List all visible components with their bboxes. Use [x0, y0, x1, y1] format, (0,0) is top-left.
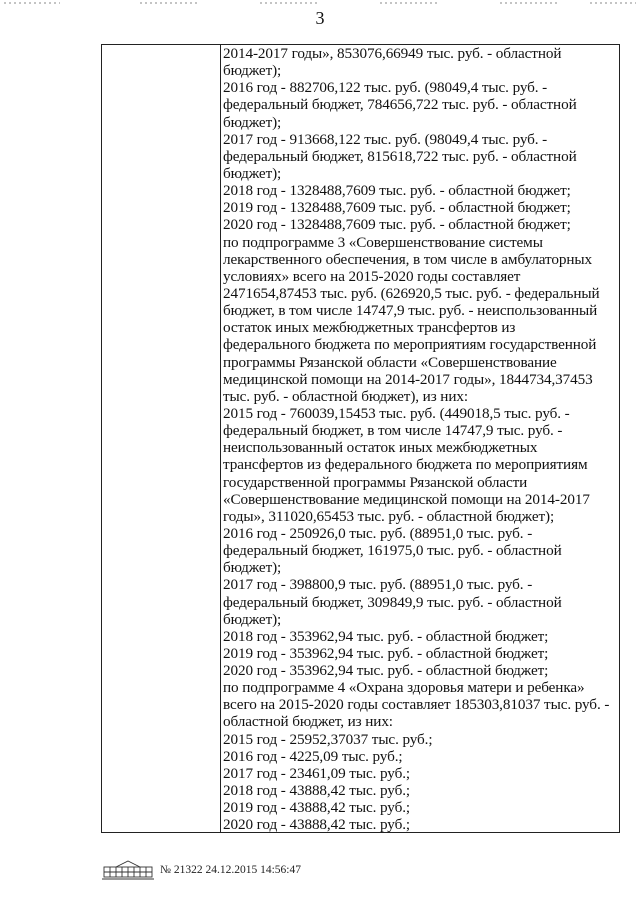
page-number: 3	[315, 8, 325, 28]
document-text-line: всего на 2015-2020 годы составляет 185303,81037 тыс. руб. -	[223, 696, 610, 714]
document-text-line: 2014-2017 годы», 853076,66949 тыс. руб. - областной	[223, 45, 562, 62]
document-text-line: 2019 год - 1328488,7609 тыс. руб. - областной бюджет;	[223, 199, 571, 217]
document-text-line: тыс. руб. - областной бюджет), из них:	[223, 387, 468, 405]
document-text-line: 2016 год - 882706,122 тыс. руб. (98049,4 тыс. руб. -	[223, 79, 548, 97]
document-text-line: 2018 год - 353962,94 тыс. руб. - областной бюджет;	[223, 627, 549, 645]
document-text-line: 2017 год - 398800,9 тыс. руб. (88951,0 тыс. руб. -	[223, 576, 533, 594]
document-text-line: бюджет);	[223, 164, 282, 182]
document-text-line: 2019 год - 43888,42 тыс. руб.;	[223, 799, 411, 817]
registry-building-logo	[102, 858, 154, 880]
document-text-line: федерального бюджета по мероприятиям государственной	[223, 336, 597, 354]
document-text-line: 2016 год - 250926,0 тыс. руб. (88951,0 тыс. руб. -	[223, 524, 533, 542]
document-text-line: федеральный бюджет, 161975,0 тыс. руб. - областной	[223, 542, 562, 560]
document-text-line: 2015 год - 760039,15453 тыс. руб. (449018,5 тыс. руб. -	[223, 404, 570, 422]
document-text-line: годы», 311020,65453 тыс. руб. - областной бюджет);	[223, 507, 555, 525]
document-text-line: бюджет);	[223, 610, 282, 628]
document-text-line: медицинской помощи на 2014-2017 годы», 1844734,37453	[223, 370, 593, 388]
document-footer	[102, 858, 502, 882]
document-text-line: федеральный бюджет, 815618,722 тыс. руб. - областной	[223, 147, 577, 165]
document-text-line: федеральный бюджет, 784656,722 тыс. руб. - областной	[223, 96, 577, 114]
document-text-line: 2016 год - 4225,09 тыс. руб.;	[223, 747, 403, 765]
document-text-line: 2015 год - 25952,37037 тыс. руб.;	[223, 730, 433, 748]
document-text-line: условиях» всего на 2015-2020 годы составляет	[223, 267, 521, 285]
document-text-line: 2018 год - 43888,42 тыс. руб.;	[223, 782, 411, 800]
table-content-cell	[223, 45, 615, 832]
document-text-line: федеральный бюджет, 309849,9 тыс. руб. - областной	[223, 593, 562, 611]
document-text-line: бюджет, в том числе 14747,9 тыс. руб. - неиспользованный	[223, 302, 598, 320]
document-text-line: 2017 год - 23461,09 тыс. руб.;	[223, 764, 411, 782]
document-text-line: «Совершенствование медицинской помощи на 2014-2017	[223, 490, 590, 508]
document-text-line: 2020 год - 353962,94 тыс. руб. - областной бюджет;	[223, 662, 549, 680]
document-text-line: по подпрограмме 3 «Совершенствование системы	[223, 233, 543, 251]
document-text-line: трансфертов из федерального бюджета по мероприятиям	[223, 456, 588, 474]
registration-stamp: № 21322 24.12.2015 14:56:47	[160, 864, 301, 876]
document-text-line: бюджет);	[223, 113, 282, 131]
document-table	[101, 44, 620, 833]
document-text-line: 2018 год - 1328488,7609 тыс. руб. - областной бюджет;	[223, 182, 571, 200]
document-text-line: бюджет);	[223, 62, 282, 80]
top-scan-marks	[0, 0, 640, 8]
document-text-line: по подпрограмме 4 «Охрана здоровья матери и ребенка»	[223, 679, 585, 697]
document-text-line: федеральный бюджет, в том числе 14747,9 тыс. руб. -	[223, 422, 563, 440]
document-text-line: программы Рязанской области «Совершенствование	[223, 353, 557, 371]
document-text-line: остаток иных межбюджетных трансфертов из	[223, 319, 516, 337]
document-text-line: бюджет);	[223, 559, 282, 577]
document-text-line: неиспользованный остаток иных межбюджетных	[223, 439, 538, 457]
document-text-line: 2017 год - 913668,122 тыс. руб. (98049,4 тыс. руб. -	[223, 130, 548, 148]
document-text-line: 2020 год - 43888,42 тыс. руб.;	[223, 816, 411, 834]
document-text-line: 2020 год - 1328488,7609 тыс. руб. - областной бюджет;	[223, 216, 571, 234]
document-text-line: областной бюджет, из них:	[223, 713, 393, 731]
table-column-divider	[220, 45, 221, 832]
document-text-line: 2019 год - 353962,94 тыс. руб. - областной бюджет;	[223, 644, 549, 662]
document-text-line: государственной программы Рязанской области	[223, 473, 528, 491]
document-text-line: 2471654,87453 тыс. руб. (626920,5 тыс. руб. - федеральный	[223, 284, 600, 302]
document-text-line: лекарственного обеспечения, в том числе в амбулаторных	[223, 250, 592, 268]
